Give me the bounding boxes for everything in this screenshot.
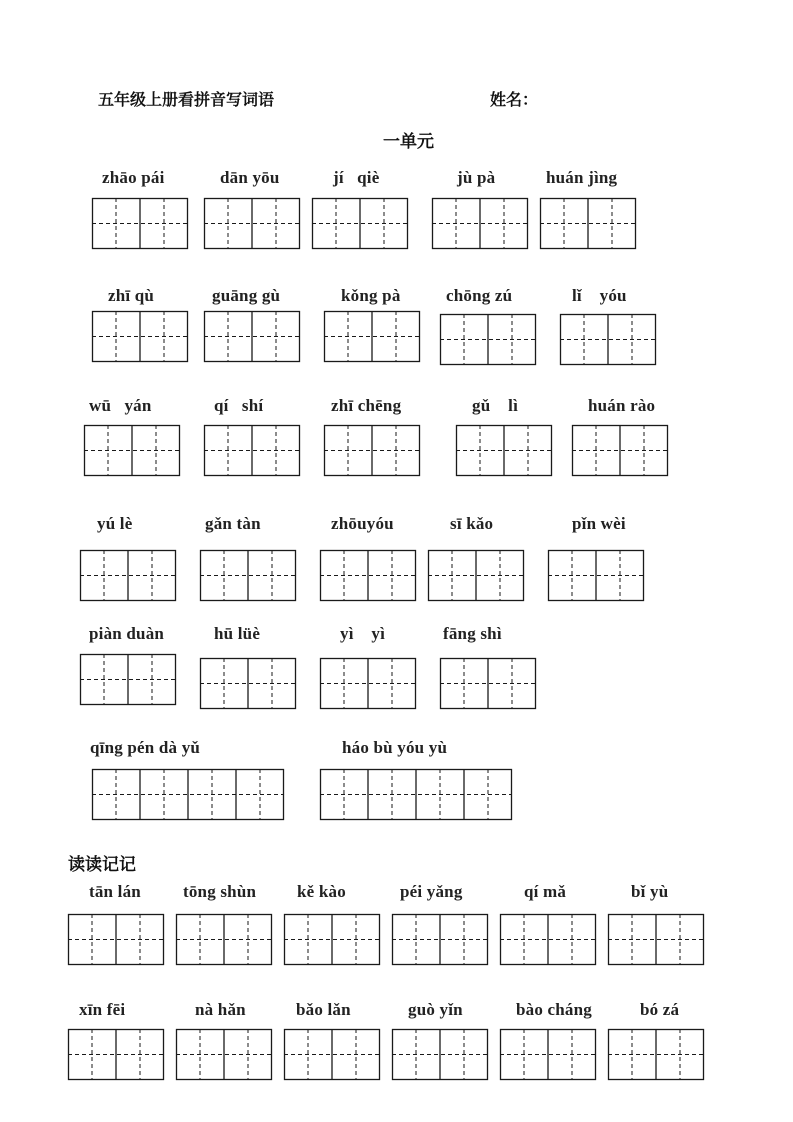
writing-grid-box[interactable] <box>68 914 164 965</box>
pinyin-label: bǎo lǎn <box>296 1000 351 1019</box>
writing-grid-box[interactable] <box>68 1029 164 1080</box>
reading-section-title: 读读记记 <box>68 855 136 875</box>
pinyin-label: hū lüè <box>214 624 261 643</box>
pinyin-label: piàn duàn <box>89 624 165 643</box>
pinyin-label: bǐ yù <box>631 882 669 901</box>
pinyin-label: gǎn tàn <box>205 514 261 533</box>
writing-grid-box[interactable] <box>608 1029 704 1080</box>
pinyin-label: yì yì <box>340 624 386 643</box>
writing-grid-box[interactable] <box>320 658 416 709</box>
pinyin-label: lǐ yóu <box>572 286 627 305</box>
writing-grid-box[interactable] <box>324 311 420 362</box>
pinyin-label: fāng shì <box>443 624 502 643</box>
writing-grid-box[interactable] <box>204 425 300 476</box>
unit-title: 一单元 <box>383 132 434 152</box>
pinyin-label: nà hǎn <box>195 1000 246 1019</box>
writing-grid-box[interactable] <box>92 769 284 820</box>
pinyin-label: zhōuyóu <box>331 514 394 533</box>
pinyin-label: pǐn wèi <box>572 514 626 533</box>
pinyin-label: háo bù yóu yù <box>342 738 448 757</box>
pinyin-label: tān lán <box>89 882 141 901</box>
writing-grid-box[interactable] <box>392 1029 488 1080</box>
writing-grid-box[interactable] <box>200 658 296 709</box>
pinyin-label: jí qiè <box>333 168 380 187</box>
writing-grid-box[interactable] <box>440 314 536 365</box>
pinyin-label: qí mǎ <box>524 882 567 901</box>
worksheet-title: 五年级上册看拼音写词语 <box>98 90 275 109</box>
writing-grid-box[interactable] <box>284 1029 380 1080</box>
pinyin-label: zhī chēng <box>331 396 402 415</box>
writing-grid-box[interactable] <box>540 198 636 249</box>
writing-grid-box[interactable] <box>440 658 536 709</box>
pinyin-label: gǔ lì <box>472 396 519 415</box>
writing-grid-box[interactable] <box>80 654 176 705</box>
pinyin-label: péi yǎng <box>400 882 463 901</box>
writing-grid-box[interactable] <box>204 311 300 362</box>
writing-grid-box[interactable] <box>500 1029 596 1080</box>
pinyin-label: chōng zú <box>446 286 513 305</box>
pinyin-label: jù pà <box>457 168 496 187</box>
pinyin-label: zhī qù <box>108 286 155 305</box>
writing-grid-box[interactable] <box>92 198 188 249</box>
writing-grid-box[interactable] <box>204 198 300 249</box>
writing-grid-box[interactable] <box>320 769 512 820</box>
pinyin-label: bó zá <box>640 1000 680 1019</box>
writing-grid-box[interactable] <box>320 550 416 601</box>
writing-grid-box[interactable] <box>392 914 488 965</box>
writing-grid-box[interactable] <box>428 550 524 601</box>
pinyin-label: tōng shùn <box>183 882 257 901</box>
pinyin-label: kě kào <box>297 882 346 901</box>
writing-grid-box[interactable] <box>456 425 552 476</box>
pinyin-label: huán jìng <box>546 168 618 187</box>
pinyin-label: bào cháng <box>516 1000 592 1019</box>
writing-grid-box[interactable] <box>284 914 380 965</box>
pinyin-label: dān yōu <box>220 168 280 187</box>
writing-grid-box[interactable] <box>176 914 272 965</box>
pinyin-label: zhāo pái <box>102 168 165 187</box>
pinyin-label: qīng pén dà yǔ <box>90 738 201 757</box>
writing-grid-box[interactable] <box>80 550 176 601</box>
pinyin-label: yú lè <box>97 514 133 533</box>
name-label: 姓名： <box>490 90 539 109</box>
pinyin-label: sī kǎo <box>450 514 494 533</box>
writing-grid-box[interactable] <box>324 425 420 476</box>
writing-grid-box[interactable] <box>432 198 528 249</box>
pinyin-label: huán rào <box>588 396 656 415</box>
pinyin-label: wū yán <box>89 396 152 415</box>
writing-grid-box[interactable] <box>560 314 656 365</box>
pinyin-label: xīn fēi <box>79 1000 126 1019</box>
writing-grid-box[interactable] <box>608 914 704 965</box>
writing-grid-box[interactable] <box>572 425 668 476</box>
writing-grid-box[interactable] <box>176 1029 272 1080</box>
pinyin-label: guāng gù <box>212 286 281 305</box>
pinyin-label: kǒng pà <box>341 286 401 305</box>
writing-grid-box[interactable] <box>84 425 180 476</box>
pinyin-label: guò yǐn <box>408 1000 463 1019</box>
writing-grid-box[interactable] <box>92 311 188 362</box>
writing-grid-box[interactable] <box>500 914 596 965</box>
writing-grid-box[interactable] <box>312 198 408 249</box>
writing-grid-box[interactable] <box>548 550 644 601</box>
writing-grid-box[interactable] <box>200 550 296 601</box>
pinyin-label: qí shí <box>214 396 264 415</box>
